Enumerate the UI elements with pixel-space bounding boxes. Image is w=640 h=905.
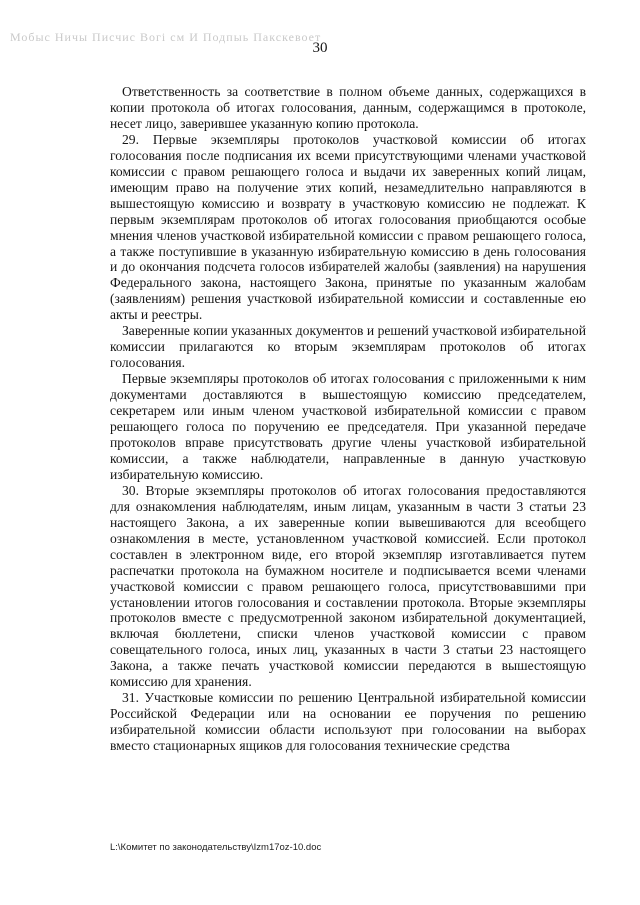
paragraph-31: 31. Участковые комиссии по решению Центральной избирательной комиссии Российской Федерации или на основании ее поручения по решению избирательной комиссии области используют при голосовании на выборах вместо стационарных ящиков для голосования технические средства bbox=[110, 690, 586, 754]
footer-file-path: L:\Комитет по законодательству\Izm17oz-10.doc bbox=[110, 842, 322, 853]
faded-header-text: Мобыс Ничы Писчис Вогі см И Подпыь Пакскевоет bbox=[10, 30, 322, 44]
paragraph-30: 30. Вторые экземпляры протоколов об итогах голосования предоставляются для ознакомления наблюдателям, иным лицам, указанным в части 3 статьи 23 настоящего Закона, а их заверенные копии вывешиваются для всеобщего ознакомления в месте, установленном участковой комиссией. Если протокол составлен в электронном виде, его второй экземпляр изготавливается путем распечатки протокола на бумажном носителе и подписывается всеми членами участковой комиссии с правом решающего голоса, присутствовавшими при установлении итогов голосования и составлении протокола. Вторые экземпляры протоколов вместе с предусмотренной законом избирательной документацией, включая бюллетени, списки членов участковой комиссии с правом совещательного голоса, иных лиц, указанных в части 3 статьи 23 настоящего Закона, а также печать участковой комиссии передаются в вышестоящую комиссию для хранения. bbox=[110, 482, 586, 690]
paragraph-29: 29. Первые экземпляры протоколов участковой комиссии об итогах голосования после подписания их всеми присутствующими членами участковой комиссии с правом решающего голоса и выдачи их заверенных копий лицам, имеющим право на получение этих копий, незамедлительно направляются в вышестоящую комиссию и возврату в участковую комиссию не подлежат. К первым экземплярам протоколов об итогах голосования приобщаются особые мнения членов участковой избирательной комиссии с правом решающего голоса, а также поступившие в указанную избирательную комиссию в день голосования и до окончания подсчета голосов избирателей жалобы (заявления) на нарушения Федерального закона, настоящего Закона, принятые по указанным жалобам (заявлениям) решения участковой избирательной комиссии и составленные ею акты и реестры. bbox=[110, 131, 586, 323]
page-number: 30 bbox=[312, 40, 328, 56]
paragraph-first-copies-delivery: Первые экземпляры протоколов об итогах голосования с приложенными к ним документами доставляются в вышестоящую комиссию председателем, секретарем или иным членом участковой избирательной комиссии с правом решающего голоса по поручению ее председателя. При указанной передаче протоколов вправе присутствовать другие члены участковой избирательной комиссии, а также наблюдатели, направленные в данную участковую избирательную комиссию. bbox=[110, 371, 586, 482]
paragraph-certified-copies: Заверенные копии указанных документов и решений участковой избирательной комиссии прилагаются ко вторым экземплярам протоколов об итогах голосования. bbox=[110, 323, 586, 371]
document-body bbox=[110, 84, 586, 754]
paragraph-copy-responsibility: Ответственность за соответствие в полном объеме данных, содержащихся в копии протокола об итогах голосования, данным, содержащимся в протоколе, несет лицо, заверившее указанную копию протокола. bbox=[110, 84, 586, 131]
